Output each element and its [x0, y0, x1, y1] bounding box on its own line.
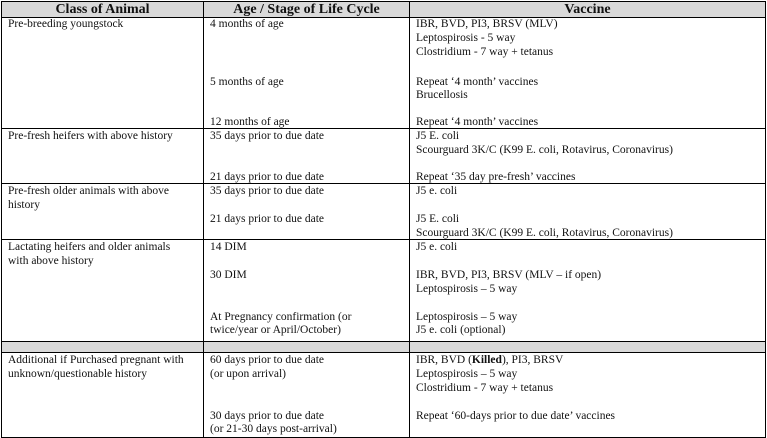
class-cell: Additional if Purchased pregnant with — [8, 354, 184, 366]
header-age-stage: Age / Stage of Life Cycle — [233, 2, 380, 17]
vaccine-cell: J5 e. coli (optional) — [416, 324, 506, 336]
table-header-row — [2, 2, 765, 18]
class-cell: Lactating heifers and older animals — [8, 241, 171, 253]
vaccine-cell: Clostridium - 7 way + tetanus — [416, 382, 554, 394]
vaccine-cell: Scourguard 3K/C (K99 E. coli, Rotavirus, Coronavirus) — [416, 144, 673, 156]
class-cell: with above history — [8, 255, 94, 267]
age-cell: 35 days prior to due date — [210, 185, 325, 197]
vaccine-cell: Repeat ‘4 month’ vaccines — [416, 76, 539, 88]
vaccine-cell: Leptospirosis – 5 way — [416, 368, 518, 380]
header-class-of-animal: Class of Animal — [55, 2, 150, 17]
vaccine-cell-killed: IBR, BVD (Killed), PI3, BRSV — [416, 354, 564, 366]
class-cell: unknown/questionable history — [8, 368, 147, 380]
class-cell: history — [8, 199, 40, 211]
vaccination-schedule-table — [1, 1, 766, 438]
age-cell: 5 months of age — [210, 76, 284, 88]
section-separator — [2, 341, 765, 353]
vaccine-cell: Leptospirosis - 5 way — [416, 32, 516, 44]
class-cell: Pre-fresh heifers with above history — [8, 130, 173, 142]
age-cell: 30 DIM — [210, 269, 247, 281]
age-cell: 14 DIM — [210, 241, 247, 253]
age-cell: (or 21-30 days post-arrival) — [210, 423, 337, 435]
age-cell: 30 days prior to due date — [210, 410, 325, 422]
age-cell: 4 months of age — [210, 18, 284, 30]
vaccine-cell: Leptospirosis – 5 way — [416, 311, 518, 323]
vaccine-cell: Repeat ‘35 day pre-fresh’ vaccines — [416, 171, 576, 183]
header-vaccine: Vaccine — [564, 2, 611, 17]
vaccine-cell: IBR, BVD, PI3, BRSV (MLV) — [416, 18, 558, 30]
age-cell: 21 days prior to due date — [210, 171, 325, 183]
row-divider — [2, 183, 765, 184]
vaccine-cell: Leptospirosis – 5 way — [416, 283, 518, 295]
vaccine-cell: Repeat ‘60-days prior to due date’ vaccines — [416, 410, 616, 422]
age-cell: (or upon arrival) — [210, 368, 286, 380]
age-cell: 12 months of age — [210, 116, 290, 128]
vaccine-cell: J5 e. coli — [416, 241, 458, 253]
age-cell: 21 days prior to due date — [210, 213, 325, 225]
vaccine-cell: Clostridium - 7 way + tetanus — [416, 46, 554, 58]
vaccine-cell: Scourguard 3K/C (K99 E. coli, Rotavirus, Coronavirus) — [416, 227, 673, 239]
row-divider — [2, 128, 765, 129]
vaccine-cell: J5 E. coli — [416, 130, 460, 142]
vaccine-cell: Repeat ‘4 month’ vaccines — [416, 116, 539, 128]
age-cell: At Pregnancy confirmation (or — [210, 311, 352, 323]
vaccine-cell: J5 e. coli — [416, 185, 458, 197]
class-cell: Pre-breeding youngstock — [8, 18, 124, 30]
class-cell: Pre-fresh older animals with above — [8, 185, 169, 197]
age-cell: twice/year or April/October) — [210, 324, 341, 336]
age-cell: 35 days prior to due date — [210, 130, 325, 142]
column-divider — [203, 2, 204, 437]
age-cell: 60 days prior to due date — [210, 354, 325, 366]
column-divider — [409, 2, 410, 437]
vaccine-cell: IBR, BVD, PI3, BRSV (MLV – if open) — [416, 269, 602, 281]
vaccine-cell: J5 E. coli — [416, 213, 460, 225]
vaccine-cell: Brucellosis — [416, 89, 468, 101]
